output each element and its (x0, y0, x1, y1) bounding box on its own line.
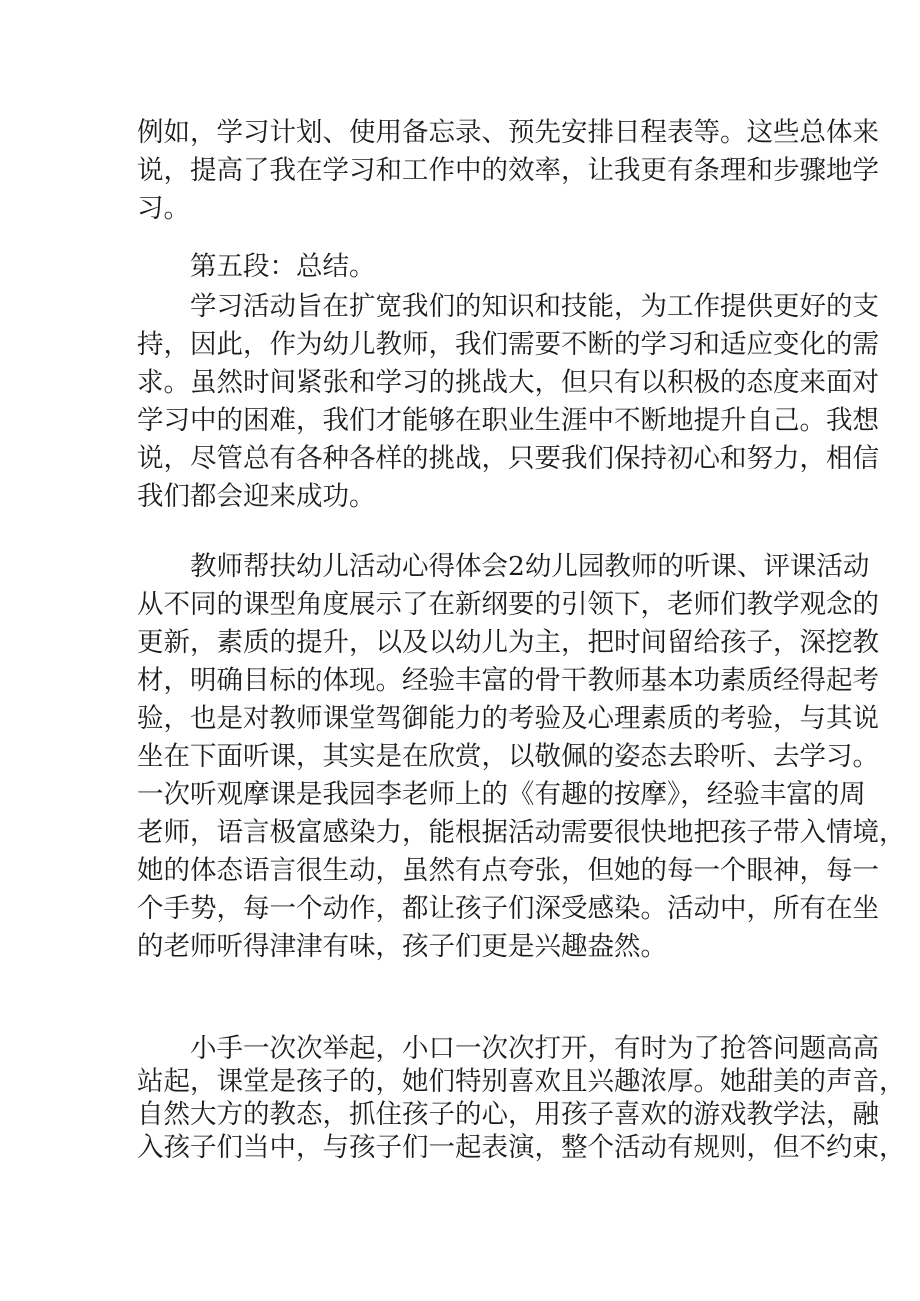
section-heading (137, 248, 787, 286)
text-line: 老师，语言极富感染力，能根据活动需要很快地把孩子带入情境， (137, 817, 906, 848)
text-line: 学习活动旨在扩宽我们的知识和技能，为工作提供更好的支 (137, 291, 879, 322)
paragraph-reflection (137, 548, 906, 966)
text-line: 说，提高了我在学习和工作中的效率，让我更有条理和步骤地学 (137, 155, 879, 186)
text-line: 说，尽管总有各种各样的挑战，只要我们保持初心和努力，相信 (137, 443, 879, 474)
text-line: 验，也是对教师课堂驾御能力的考验及心理素质的考验，与其说 (137, 703, 879, 734)
text-line: 持，因此，作为幼儿教师，我们需要不断的学习和适应变化的需 (137, 329, 879, 360)
text-line: 第五段：总结。 (137, 251, 376, 282)
text-line: 她的体态语言很生动，虽然有点夸张，但她的每一个眼神，每一 (137, 855, 879, 886)
paragraph-classroom (137, 1032, 906, 1164)
text-line: 求。虽然时间紧张和学习的挑战大，但只有以积极的态度来面对 (137, 367, 879, 398)
text-line: 小手一次次举起，小口一次次打开，有时为了抢答问题高高 (137, 1033, 879, 1064)
text-line: 材，明确目标的体现。经验丰富的骨干教师基本功素质经得起考 (137, 665, 879, 696)
text-line: 站起，课堂是孩子的，她们特别喜欢且兴趣浓厚。她甜美的声音， (137, 1066, 906, 1097)
text-line: 学习中的困难，我们才能够在职业生涯中不断地提升自己。我想 (137, 405, 879, 436)
text-line: 坐在下面听课，其实是在欣赏，以敬佩的姿态去聆听、去学习。 (137, 741, 879, 772)
paragraph-continuation (137, 114, 879, 228)
text-line: 教师帮扶幼儿活动心得体会2幼儿园教师的听课、评课活动 (137, 551, 870, 582)
text-line: 我们都会迎来成功。 (137, 481, 376, 512)
text-line: 一次听观摩课是我园李老师上的《有趣的按摩》，经验丰富的周 (137, 779, 866, 810)
text-line: 个手势，每一个动作，都让孩子们深受感染。活动中，所有在坐 (137, 893, 879, 924)
text-line: 例如，学习计划、使用备忘录、预先安排日程表等。这些总体来 (137, 117, 879, 148)
text-line: 入孩子们当中，与孩子们一起表演，整个活动有规则，但不约束， (137, 1132, 906, 1163)
text-line: 从不同的课型角度展示了在新纲要的引领下，老师们教学观念的 (137, 589, 879, 620)
text-line: 习。 (137, 193, 190, 224)
paragraph-summary (137, 288, 879, 516)
text-line: 自然大方的教态，抓住孩子的心，用孩子喜欢的游戏教学法，融 (137, 1099, 879, 1130)
text-line: 的老师听得津津有味，孩子们更是兴趣盎然。 (137, 931, 667, 962)
text-line: 更新，素质的提升，以及以幼儿为主，把时间留给孩子，深挖教 (137, 627, 879, 658)
